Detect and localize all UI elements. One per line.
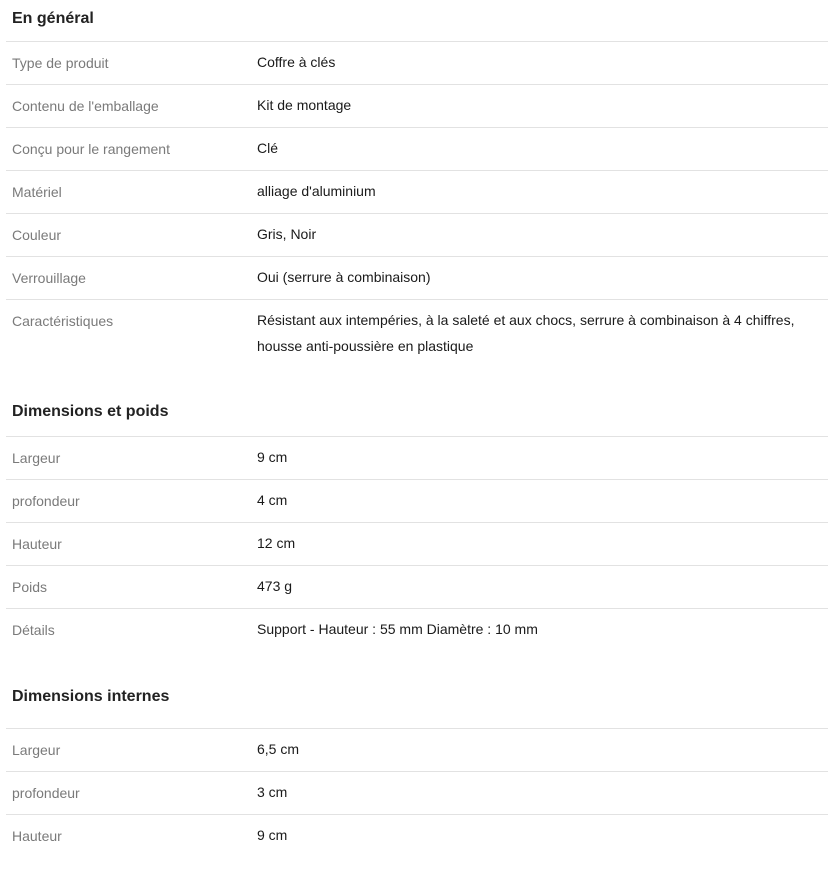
spec-row — [6, 479, 828, 522]
spec-label: Couleur — [12, 227, 62, 243]
spec-value: alliage d'aluminium — [257, 183, 376, 199]
spec-row — [6, 84, 828, 127]
spec-row — [6, 170, 828, 213]
spec-row — [6, 565, 828, 608]
spec-label: Largeur — [12, 742, 61, 758]
spec-row — [6, 256, 828, 299]
spec-value: 9 cm — [257, 449, 288, 465]
spec-label: Conçu pour le rangement — [12, 141, 170, 157]
spec-row — [6, 608, 828, 680]
spec-value: Clé — [257, 140, 279, 156]
spec-label: profondeur — [12, 785, 80, 801]
spec-row — [6, 41, 828, 84]
section-dimensions-weight — [0, 389, 828, 680]
spec-value: 3 cm — [257, 784, 288, 800]
spec-value: Oui (serrure à combinaison) — [257, 269, 431, 285]
spec-value: Résistant aux intempéries, à la saleté et aux chocs, serrure à combinaison à 4 chiffres, housse anti-poussière en plastique — [257, 312, 795, 354]
spec-label: Contenu de l'emballage — [12, 98, 159, 114]
spec-row — [6, 127, 828, 170]
section-title: Dimensions et poids — [12, 403, 169, 420]
spec-label: Caractéristiques — [12, 313, 114, 329]
spec-value: 12 cm — [257, 535, 296, 551]
spec-row — [6, 299, 828, 389]
spec-label: Hauteur — [12, 536, 62, 552]
spec-value: 4 cm — [257, 492, 288, 508]
section-title: Dimensions internes — [12, 688, 170, 705]
section-general — [0, 0, 828, 389]
spec-row — [6, 436, 828, 479]
spec-value: 6,5 cm — [257, 741, 300, 757]
spec-value: Support - Hauteur : 55 mm Diamètre : 10 mm — [257, 621, 538, 637]
spec-label: Matériel — [12, 184, 62, 200]
spec-value: Kit de montage — [257, 97, 352, 113]
spec-label: profondeur — [12, 493, 80, 509]
spec-label: Verrouillage — [12, 270, 86, 286]
spec-row — [6, 814, 828, 857]
spec-row — [6, 771, 828, 814]
spec-value: 473 g — [257, 578, 293, 594]
spec-label: Détails — [12, 622, 55, 638]
spec-label: Type de produit — [12, 55, 109, 71]
spec-row — [6, 728, 828, 771]
spec-value: Gris, Noir — [257, 226, 317, 242]
spec-value: Coffre à clés — [257, 54, 336, 70]
spec-label: Poids — [12, 579, 48, 595]
spec-row — [6, 213, 828, 256]
spec-value: 9 cm — [257, 827, 288, 843]
spec-label: Largeur — [12, 450, 61, 466]
spec-label: Hauteur — [12, 828, 62, 844]
spec-row — [6, 522, 828, 565]
section-internal-dimensions — [0, 680, 828, 857]
section-title: En général — [12, 10, 94, 27]
